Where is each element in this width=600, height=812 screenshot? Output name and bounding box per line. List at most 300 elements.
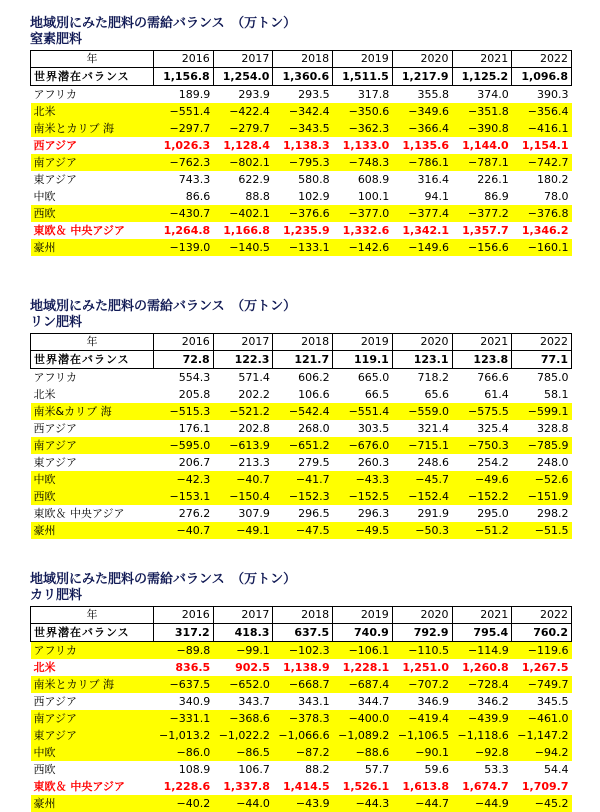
value-cell: −119.6	[512, 642, 572, 660]
region-label: 南アジア	[31, 154, 154, 171]
value-cell: 374.0	[477, 87, 509, 101]
year-cell: 2022	[512, 334, 572, 351]
value-cell: 122.3	[213, 351, 273, 369]
value-cell: −87.2	[273, 744, 333, 761]
value-cell: 248.6	[417, 455, 450, 469]
value-cell: −1,089.2	[333, 727, 393, 744]
table-row	[31, 642, 572, 660]
value-cell: −88.6	[333, 744, 393, 761]
value-cell: 1,166.8	[223, 223, 270, 237]
value-cell: −152.2	[452, 488, 512, 505]
phosphate-fertilizer-section	[30, 299, 572, 539]
value-cell: −50.3	[392, 522, 452, 539]
table-row	[31, 659, 572, 676]
value-cell: −90.1	[392, 744, 452, 761]
value-cell: 1,267.5	[521, 660, 569, 674]
value-cell: 202.8	[238, 421, 270, 435]
value-cell: 307.9	[238, 506, 270, 520]
section-title: 地域別にみた肥料の需給バランス （万トン）	[30, 299, 297, 314]
value-cell: 343.1	[298, 694, 330, 708]
region-label: アフリカ	[33, 87, 77, 101]
value-cell: −676.0	[333, 437, 393, 454]
value-cell: 1,251.0	[402, 660, 450, 674]
value-cell: 303.5	[357, 421, 390, 435]
year-header-cell: 年	[31, 51, 154, 68]
value-cell: −102.3	[273, 642, 333, 660]
value-cell: 317.8	[357, 87, 390, 101]
value-cell: −92.8	[452, 744, 512, 761]
year-cell: 2018	[273, 334, 333, 351]
value-cell: −152.5	[333, 488, 393, 505]
value-cell: 390.3	[537, 87, 569, 101]
value-cell: 718.2	[417, 370, 450, 384]
table-row	[31, 488, 572, 505]
value-cell: 78.0	[544, 189, 569, 203]
value-cell: −152.4	[392, 488, 452, 505]
region-label: 中欧	[31, 744, 154, 761]
value-cell: 176.1	[178, 421, 211, 435]
table-row	[31, 744, 572, 761]
value-cell: 1,709.7	[521, 779, 569, 793]
value-cell: 325.4	[477, 421, 509, 435]
value-cell: 108.9	[178, 762, 211, 776]
region-label: 東アジア	[33, 172, 78, 186]
region-label: 世界潜在バランス	[31, 624, 154, 642]
section-title: 地域別にみた肥料の需給バランス （万トン）	[30, 572, 297, 587]
nitrogen-fertilizer-section	[30, 16, 572, 256]
value-cell: 340.9	[178, 694, 211, 708]
region-label: 東欧＆ 中央アジア	[33, 223, 125, 237]
value-cell: −114.9	[452, 642, 512, 660]
value-cell: 1,254.0	[213, 68, 273, 86]
value-cell: 296.3	[357, 506, 390, 520]
year-header-row	[31, 51, 572, 68]
year-header-row	[31, 334, 572, 351]
value-cell: 1,674.7	[462, 779, 509, 793]
value-cell: 317.2	[154, 624, 214, 642]
region-label: 西アジア	[33, 421, 78, 435]
value-cell: −86.0	[154, 744, 214, 761]
region-label: アフリカ	[31, 642, 154, 660]
value-cell: −707.2	[392, 676, 452, 693]
value-cell: 1,138.9	[282, 660, 330, 674]
region-label: 北米	[33, 660, 56, 674]
value-cell: 1,228.6	[163, 779, 211, 793]
value-cell: −42.3	[154, 471, 214, 488]
value-cell: −390.8	[452, 120, 512, 137]
value-cell: −342.4	[273, 103, 333, 120]
value-cell: −651.2	[273, 437, 333, 454]
value-cell: 1,096.8	[512, 68, 572, 86]
value-cell: −349.6	[392, 103, 452, 120]
value-cell: 766.6	[477, 370, 509, 384]
value-cell: 740.9	[333, 624, 393, 642]
value-cell: 254.2	[477, 455, 509, 469]
table-row	[31, 795, 572, 812]
year-header-cell: 年	[31, 607, 154, 624]
year-cell: 2019	[333, 334, 393, 351]
region-label: 南アジア	[31, 437, 154, 454]
value-cell: 637.5	[273, 624, 333, 642]
table-row	[31, 522, 572, 539]
value-cell: 121.7	[273, 351, 333, 369]
value-cell: −297.7	[154, 120, 214, 137]
value-cell: −687.4	[333, 676, 393, 693]
value-cell: 1,138.3	[282, 138, 330, 152]
value-cell: 608.9	[357, 172, 390, 186]
value-cell: 57.7	[364, 762, 390, 776]
value-cell: 279.5	[298, 455, 330, 469]
region-label: 西欧	[31, 488, 154, 505]
year-header-cell: 年	[31, 334, 154, 351]
table-row	[31, 369, 572, 387]
region-label: 南米とカリブ 海	[31, 676, 154, 693]
section-subtitle: 窒素肥料	[30, 32, 83, 47]
region-label: 東欧＆ 中央アジア	[33, 779, 125, 793]
value-cell: −366.4	[392, 120, 452, 137]
value-cell: 1,156.8	[154, 68, 214, 86]
value-cell: −748.3	[333, 154, 393, 171]
value-cell: 123.1	[392, 351, 452, 369]
value-cell: 1,154.1	[521, 138, 569, 152]
table-row	[31, 188, 572, 205]
value-cell: −279.7	[213, 120, 273, 137]
value-cell: 1,346.2	[521, 223, 569, 237]
value-cell: 260.3	[357, 455, 390, 469]
value-cell: −595.0	[154, 437, 214, 454]
value-cell: 1,357.7	[462, 223, 509, 237]
value-cell: 580.8	[298, 172, 330, 186]
value-cell: −106.1	[333, 642, 393, 660]
value-cell: −49.1	[213, 522, 273, 539]
value-cell: −575.5	[452, 403, 512, 420]
year-cell: 2019	[333, 607, 393, 624]
value-cell: 206.7	[178, 455, 211, 469]
value-cell: −133.1	[273, 239, 333, 256]
value-cell: 346.9	[417, 694, 450, 708]
table-row	[31, 710, 572, 727]
value-cell: −795.3	[273, 154, 333, 171]
region-label: 西アジア	[33, 694, 78, 708]
value-cell: −44.7	[392, 795, 452, 812]
value-cell: 836.5	[175, 660, 211, 674]
value-cell: 355.8	[417, 87, 450, 101]
value-cell: −139.0	[154, 239, 214, 256]
value-cell: 189.9	[178, 87, 211, 101]
table-row	[31, 778, 572, 795]
value-cell: −728.4	[452, 676, 512, 693]
value-cell: 58.1	[544, 387, 569, 401]
year-cell: 2021	[452, 51, 512, 68]
value-cell: −343.5	[273, 120, 333, 137]
section-subtitle: リン肥料	[30, 315, 83, 330]
value-cell: 88.8	[245, 189, 270, 203]
value-cell: 1,264.8	[163, 223, 211, 237]
value-cell: 795.4	[452, 624, 512, 642]
value-cell: 1,414.5	[282, 779, 330, 793]
value-cell: 1,125.2	[452, 68, 512, 86]
value-cell: −376.6	[273, 205, 333, 222]
value-cell: 418.3	[213, 624, 273, 642]
value-cell: 344.7	[357, 694, 390, 708]
value-cell: −430.7	[154, 205, 214, 222]
table-row	[31, 727, 572, 744]
value-cell: −356.4	[512, 103, 572, 120]
value-cell: −521.2	[213, 403, 273, 420]
value-cell: 77.1	[512, 351, 572, 369]
value-cell: −94.2	[512, 744, 572, 761]
value-cell: 100.1	[357, 189, 390, 203]
value-cell: 102.9	[298, 189, 330, 203]
region-label: 東アジア	[33, 455, 78, 469]
table-row	[31, 222, 572, 239]
value-cell: −652.0	[213, 676, 273, 693]
value-cell: 54.4	[544, 762, 569, 776]
value-cell: 345.5	[537, 694, 569, 708]
value-cell: 1,144.0	[462, 138, 509, 152]
value-cell: −44.9	[452, 795, 512, 812]
region-label: 南米とカリブ 海	[31, 120, 154, 137]
value-cell: 86.9	[484, 189, 509, 203]
value-cell: −762.3	[154, 154, 214, 171]
value-cell: −40.2	[154, 795, 214, 812]
value-cell: −49.5	[333, 522, 393, 539]
year-cell: 2020	[392, 607, 452, 624]
value-cell: 792.9	[392, 624, 452, 642]
table-row	[31, 239, 572, 256]
region-label: 豪州	[31, 522, 154, 539]
year-cell: 2017	[213, 51, 273, 68]
value-cell: −378.3	[273, 710, 333, 727]
year-cell: 2016	[154, 51, 214, 68]
value-cell: −637.5	[154, 676, 214, 693]
value-cell: 276.2	[178, 506, 211, 520]
value-cell: −1,106.5	[392, 727, 452, 744]
value-cell: 66.5	[364, 387, 390, 401]
table-row	[31, 103, 572, 120]
value-cell: −1,066.6	[273, 727, 333, 744]
value-cell: 1,511.5	[333, 68, 393, 86]
region-label: 豪州	[31, 239, 154, 256]
value-cell: 665.0	[357, 370, 390, 384]
table-row	[31, 505, 572, 522]
value-cell: −152.3	[273, 488, 333, 505]
value-cell: −45.2	[512, 795, 572, 812]
value-cell: 72.8	[154, 351, 214, 369]
value-cell: −160.1	[512, 239, 572, 256]
table-row	[31, 386, 572, 403]
value-cell: −377.0	[333, 205, 393, 222]
table-row	[31, 154, 572, 171]
table-row	[31, 205, 572, 222]
value-cell: −99.1	[213, 642, 273, 660]
value-cell: 59.6	[424, 762, 450, 776]
value-cell: 86.6	[185, 189, 211, 203]
value-cell: 1,128.4	[223, 138, 270, 152]
value-cell: −43.9	[273, 795, 333, 812]
value-cell: −142.6	[333, 239, 393, 256]
value-cell: −156.6	[452, 239, 512, 256]
table-row	[31, 693, 572, 710]
value-cell: 1,228.1	[342, 660, 390, 674]
value-cell: 53.3	[484, 762, 509, 776]
value-cell: −786.1	[392, 154, 452, 171]
value-cell: 106.6	[298, 387, 330, 401]
value-cell: −140.5	[213, 239, 273, 256]
table-row	[31, 624, 572, 642]
value-cell: −750.3	[452, 437, 512, 454]
value-cell: 205.8	[178, 387, 211, 401]
year-cell: 2017	[213, 334, 273, 351]
value-cell: −419.4	[392, 710, 452, 727]
table-row	[31, 454, 572, 471]
value-cell: −40.7	[213, 471, 273, 488]
value-cell: −1,118.6	[452, 727, 512, 744]
value-cell: −376.8	[512, 205, 572, 222]
value-cell: 226.1	[477, 172, 509, 186]
value-cell: 606.2	[298, 370, 330, 384]
value-cell: −422.4	[213, 103, 273, 120]
value-cell: −559.0	[392, 403, 452, 420]
value-cell: 123.8	[452, 351, 512, 369]
value-cell: −43.3	[333, 471, 393, 488]
value-cell: 343.7	[238, 694, 270, 708]
region-label: アフリカ	[33, 370, 77, 384]
value-cell: −749.7	[512, 676, 572, 693]
region-label: 中欧	[31, 471, 154, 488]
region-label: 東欧＆ 中央アジア	[33, 506, 125, 520]
region-label: 世界潜在バランス	[31, 351, 154, 369]
value-cell: −41.7	[273, 471, 333, 488]
year-cell: 2017	[213, 607, 273, 624]
potash-fertilizer-section	[30, 572, 572, 812]
value-cell: −668.7	[273, 676, 333, 693]
value-cell: −331.1	[154, 710, 214, 727]
value-cell: 295.0	[477, 506, 509, 520]
value-cell: −368.6	[213, 710, 273, 727]
value-cell: 1,360.6	[273, 68, 333, 86]
value-cell: 1,026.3	[163, 138, 211, 152]
value-cell: −149.6	[392, 239, 452, 256]
value-cell: −377.2	[452, 205, 512, 222]
value-cell: −45.7	[392, 471, 452, 488]
region-label: 世界潜在バランス	[31, 68, 154, 86]
value-cell: 1,235.9	[282, 223, 330, 237]
table-row	[31, 676, 572, 693]
value-cell: −551.4	[333, 403, 393, 420]
value-cell: 785.0	[537, 370, 569, 384]
value-cell: −44.0	[213, 795, 273, 812]
value-cell: −439.9	[452, 710, 512, 727]
value-cell: 65.6	[424, 387, 450, 401]
year-cell: 2018	[273, 607, 333, 624]
value-cell: 291.9	[417, 506, 450, 520]
year-cell: 2019	[333, 51, 393, 68]
value-cell: −542.4	[273, 403, 333, 420]
table-row	[31, 437, 572, 454]
value-cell: −400.0	[333, 710, 393, 727]
section-title: 地域別にみた肥料の需給バランス （万トン）	[30, 16, 297, 31]
value-cell: 1,613.8	[402, 779, 450, 793]
value-cell: 119.1	[333, 351, 393, 369]
value-cell: 94.1	[424, 189, 450, 203]
year-header-row	[31, 607, 572, 624]
value-cell: −40.7	[154, 522, 214, 539]
value-cell: −49.6	[452, 471, 512, 488]
balance-table	[30, 333, 572, 539]
year-cell: 2021	[452, 607, 512, 624]
value-cell: 902.5	[235, 660, 270, 674]
value-cell: −715.1	[392, 437, 452, 454]
year-cell: 2018	[273, 51, 333, 68]
value-cell: −461.0	[512, 710, 572, 727]
value-cell: −613.9	[213, 437, 273, 454]
value-cell: −150.4	[213, 488, 273, 505]
value-cell: 293.5	[298, 87, 330, 101]
balance-table	[30, 50, 572, 256]
value-cell: 293.9	[238, 87, 270, 101]
year-cell: 2016	[154, 334, 214, 351]
value-cell: −89.8	[154, 642, 214, 660]
value-cell: −785.9	[512, 437, 572, 454]
value-cell: 1,217.9	[392, 68, 452, 86]
region-label: 北米	[31, 103, 154, 120]
value-cell: −52.6	[512, 471, 572, 488]
value-cell: −51.2	[452, 522, 512, 539]
region-label: 中欧	[33, 189, 56, 203]
value-cell: −599.1	[512, 403, 572, 420]
table-row	[31, 471, 572, 488]
year-cell: 2020	[392, 51, 452, 68]
region-label: 西欧	[33, 762, 56, 776]
region-label: 南アジア	[31, 710, 154, 727]
table-row	[31, 420, 572, 437]
region-label: 北米	[33, 387, 56, 401]
value-cell: 298.2	[537, 506, 569, 520]
region-label: 南米&カリブ 海	[31, 403, 154, 420]
value-cell: 622.9	[238, 172, 270, 186]
value-cell: 296.5	[298, 506, 330, 520]
value-cell: 346.2	[477, 694, 509, 708]
value-cell: 106.7	[238, 762, 270, 776]
value-cell: −402.1	[213, 205, 273, 222]
value-cell: 743.3	[178, 172, 211, 186]
value-cell: −44.3	[333, 795, 393, 812]
value-cell: −742.7	[512, 154, 572, 171]
year-cell: 2022	[512, 607, 572, 624]
value-cell: −416.1	[512, 120, 572, 137]
balance-table	[30, 606, 572, 812]
value-cell: −350.6	[333, 103, 393, 120]
value-cell: 1,342.1	[402, 223, 450, 237]
table-row	[31, 171, 572, 188]
value-cell: 1,135.6	[402, 138, 450, 152]
region-label: 西欧	[31, 205, 154, 222]
value-cell: −1,013.2	[154, 727, 214, 744]
table-row	[31, 403, 572, 420]
year-cell: 2021	[452, 334, 512, 351]
value-cell: −362.3	[333, 120, 393, 137]
value-cell: 316.4	[417, 172, 450, 186]
year-cell: 2022	[512, 51, 572, 68]
value-cell: −51.5	[512, 522, 572, 539]
value-cell: −551.4	[154, 103, 214, 120]
table-row	[31, 137, 572, 154]
year-cell: 2016	[154, 607, 214, 624]
value-cell: 760.2	[512, 624, 572, 642]
value-cell: 202.2	[238, 387, 270, 401]
value-cell: 1,260.8	[462, 660, 509, 674]
